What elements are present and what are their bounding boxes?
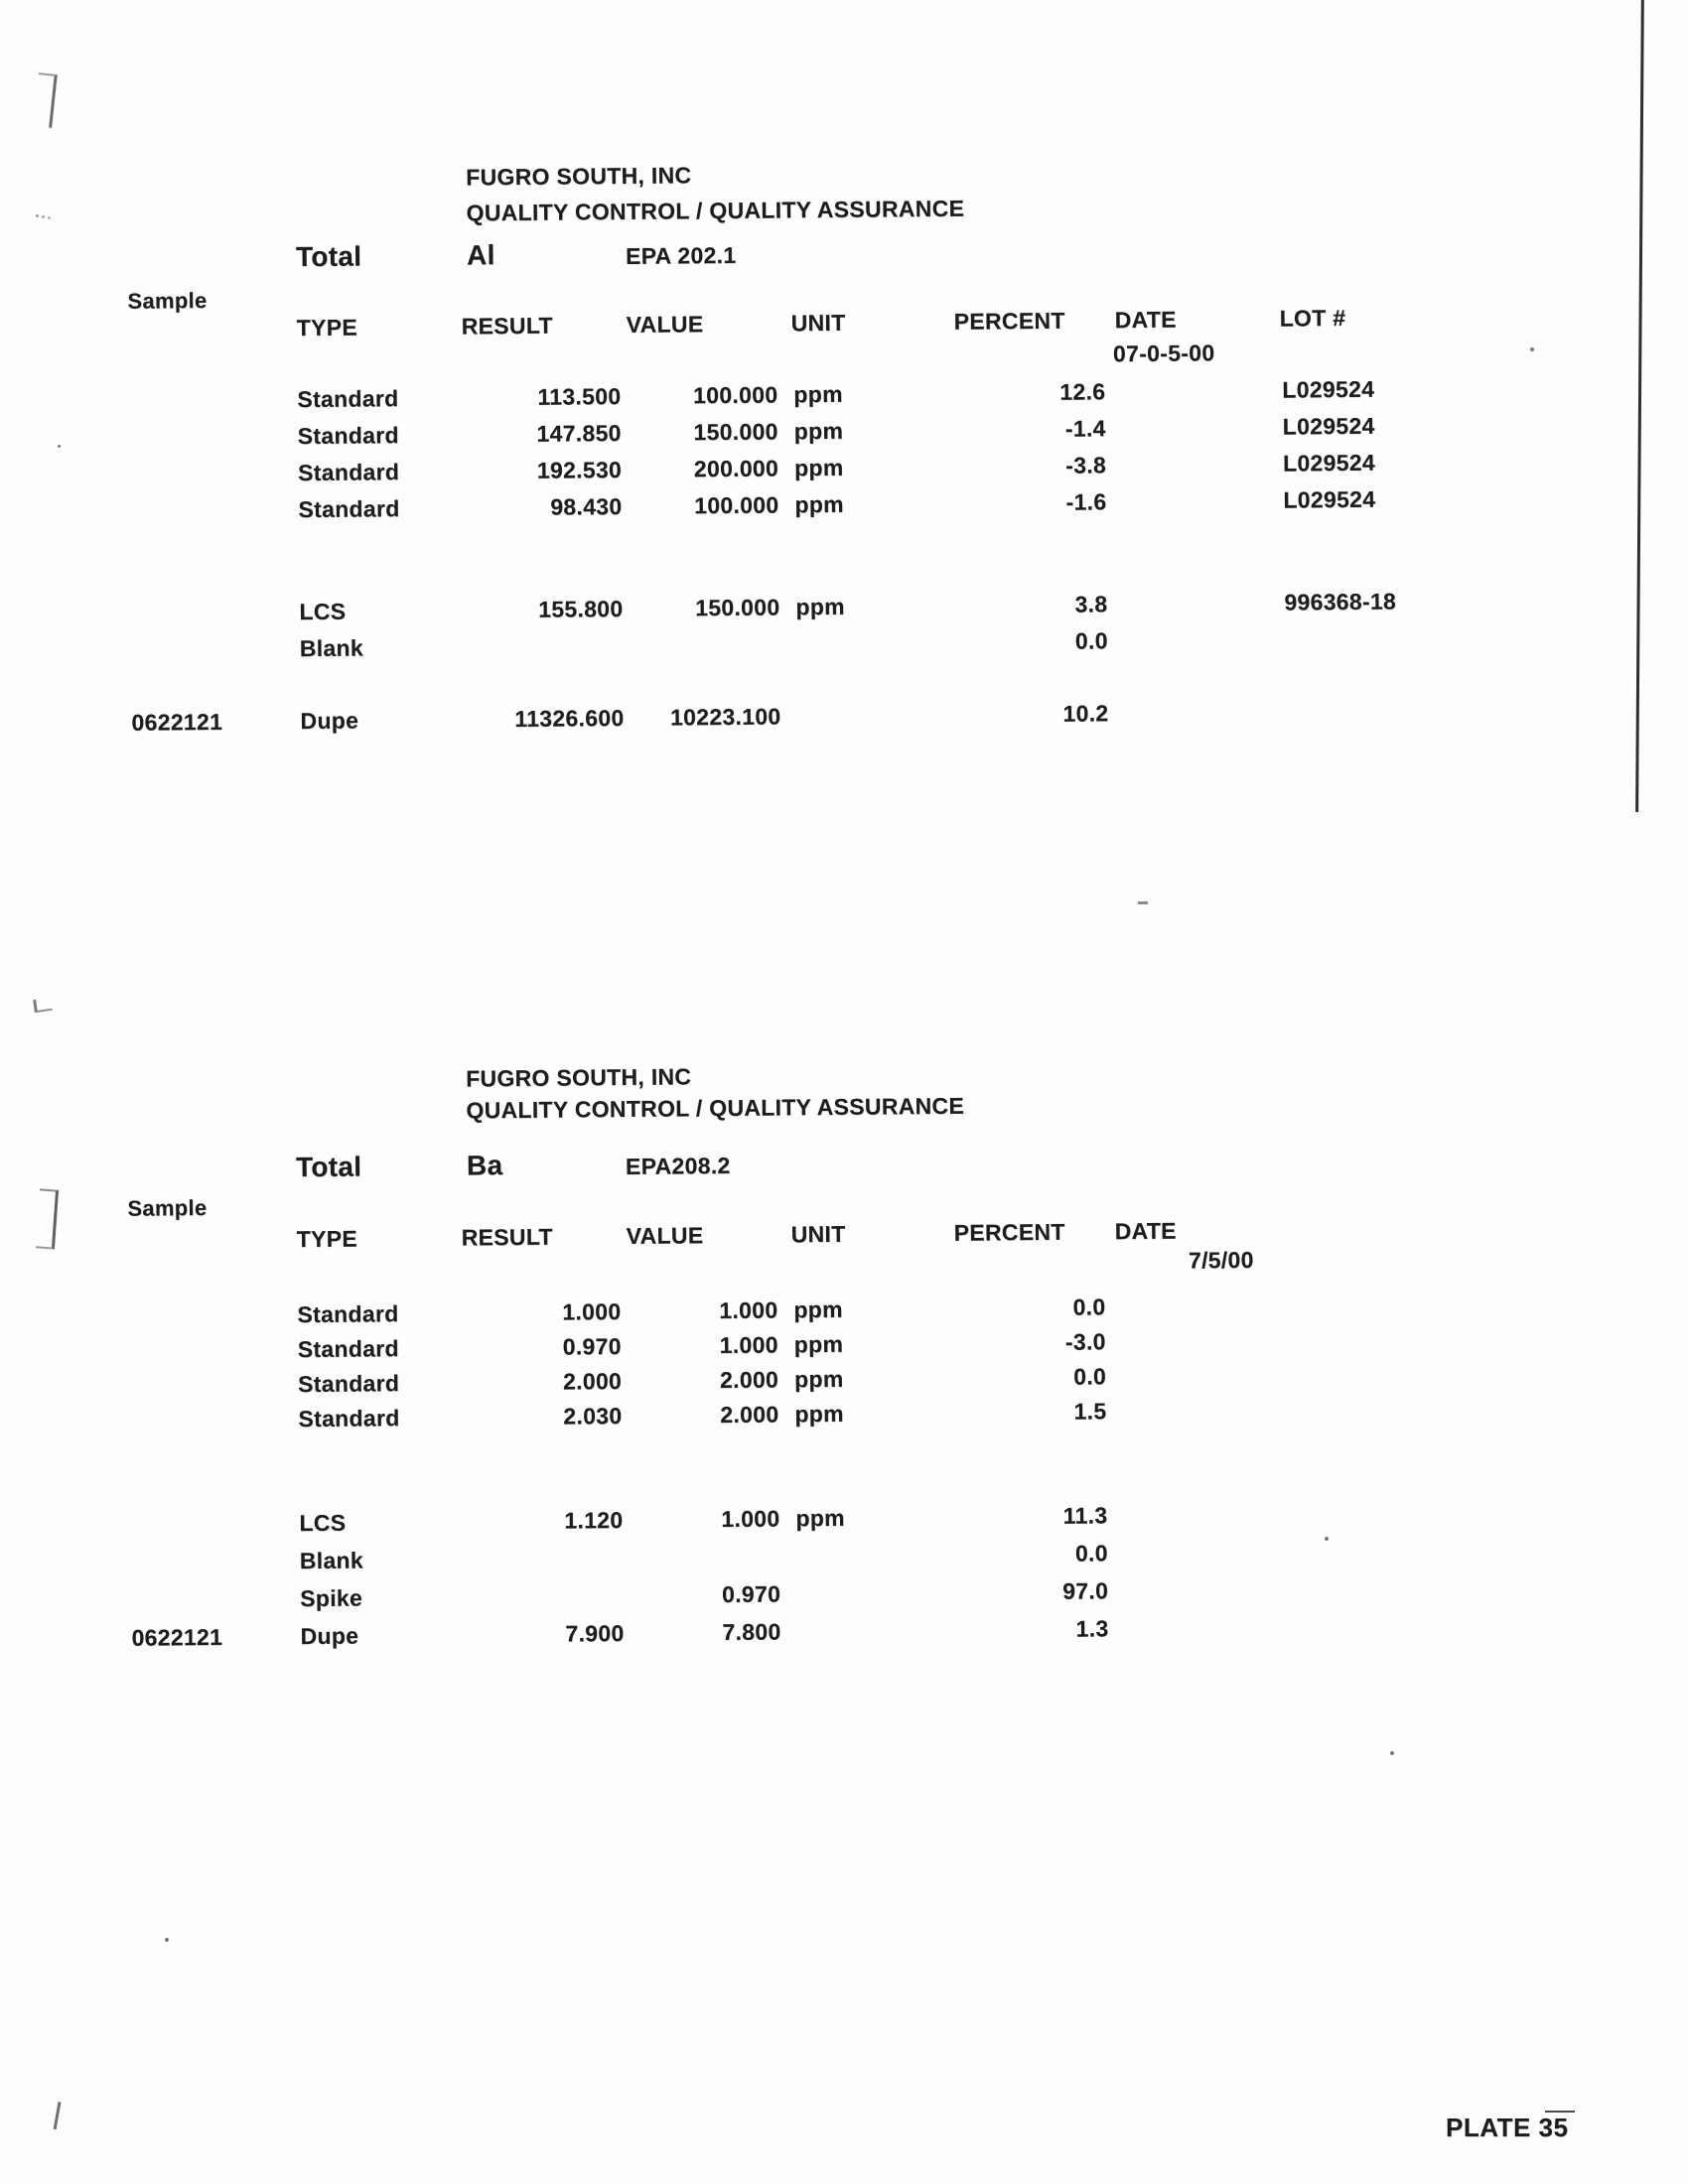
scan-speck — [165, 1938, 169, 1942]
cell-result: 7.900 — [565, 1619, 625, 1647]
cell-lot: L029524 — [1283, 485, 1376, 513]
cell-lot: L029524 — [1282, 412, 1375, 440]
scan-artifact — [33, 72, 58, 128]
cell-unit — [786, 629, 955, 668]
cell-unit: ppm — [793, 1365, 844, 1393]
cell-date — [1113, 1501, 1278, 1541]
scan-speck — [1530, 347, 1534, 351]
column-header-date: DATE — [1114, 306, 1177, 334]
row-group — [2, 696, 1531, 748]
report-subtitle: QUALITY CONTROL / QUALITY ASSURANCE — [466, 195, 965, 226]
cell-date — [1112, 487, 1277, 526]
cell-unit: ppm — [794, 1400, 844, 1428]
table-body — [0, 374, 1532, 748]
cell-percent: 97.0 — [1062, 1577, 1109, 1604]
cell-value: 0.970 — [721, 1580, 781, 1608]
cell-result: 98.430 — [550, 492, 623, 520]
cell-value — [628, 630, 786, 669]
report-date: 07-0-5-00 — [1112, 340, 1215, 367]
cell-unit: ppm — [793, 454, 844, 481]
cell-result: 1.000 — [562, 1297, 622, 1325]
header-spacer — [128, 1226, 297, 1255]
cell-result — [459, 1545, 628, 1584]
cell-value: 7.800 — [722, 1618, 781, 1646]
column-header-percent: PERCENT — [953, 307, 1065, 335]
cell-percent: 12.6 — [1059, 378, 1106, 405]
cell-sample — [129, 423, 298, 462]
column-header-value: VALUE — [626, 311, 704, 338]
row-group — [0, 374, 1530, 536]
column-header-date: DATE — [1114, 1217, 1177, 1245]
cell-value: 100.000 — [694, 491, 779, 519]
cell-result: 147.850 — [536, 419, 622, 447]
cell-lot — [1277, 1360, 1470, 1397]
row-group — [1, 587, 1531, 675]
cell-result: 2.030 — [563, 1402, 623, 1430]
total-label: Total — [295, 240, 362, 273]
cell-date — [1114, 699, 1279, 738]
cell-result: 192.530 — [536, 456, 623, 483]
row-group — [0, 1290, 1530, 1443]
cell-unit: ppm — [793, 1330, 844, 1358]
cell-unit — [786, 1617, 955, 1657]
cell-value: 200.000 — [693, 455, 779, 482]
company-name: FUGRO SOUTH, INC — [466, 1063, 692, 1092]
cell-percent: -1.6 — [1065, 488, 1107, 515]
cell-sample — [129, 496, 298, 535]
cell-unit: ppm — [795, 593, 845, 620]
row-group — [1, 1498, 1531, 1664]
column-header-percent: PERCENT — [953, 1218, 1065, 1246]
cell-lot: L029524 — [1282, 375, 1375, 403]
cell-unit: ppm — [793, 1296, 843, 1323]
cell-date — [1112, 1362, 1277, 1399]
cell-date — [1114, 1539, 1279, 1578]
cell-value: 1.000 — [719, 1331, 778, 1359]
cell-value — [628, 1543, 786, 1582]
cell-unit — [786, 1542, 955, 1581]
cell-type: Blank — [299, 1547, 364, 1574]
sample-column-label: Sample — [127, 287, 208, 314]
company-name: FUGRO SOUTH, INC — [466, 162, 692, 191]
cell-type: Dupe — [300, 1622, 359, 1650]
cell-date — [1112, 414, 1277, 453]
scan-artifact — [33, 998, 53, 1013]
cell-sample — [129, 460, 298, 498]
cell-lot — [1279, 1574, 1472, 1614]
cell-sample — [128, 1301, 297, 1338]
cell-lot: 996368-18 — [1284, 588, 1397, 615]
column-header-type: TYPE — [296, 314, 358, 341]
cell-date — [1111, 377, 1276, 416]
cell-type: Standard — [298, 1405, 400, 1433]
cell-unit — [786, 1579, 955, 1619]
cell-result — [459, 1582, 628, 1622]
method-label: EPA 202.1 — [625, 241, 737, 269]
cell-unit — [786, 702, 955, 741]
cell-lot — [1277, 1325, 1470, 1362]
cell-sample — [129, 1406, 298, 1442]
scan-speck — [1138, 901, 1148, 904]
cell-sample — [129, 1371, 298, 1408]
scan-artifact — [54, 2102, 71, 2131]
report-date: 7/5/00 — [1188, 1246, 1254, 1274]
cell-value: 1.000 — [719, 1297, 778, 1324]
cell-percent: 0.0 — [1072, 1294, 1106, 1320]
cell-value: 100.000 — [692, 381, 778, 409]
cell-percent: 10.2 — [1062, 700, 1109, 727]
cell-percent: -3.8 — [1065, 452, 1107, 478]
cell-type: Standard — [297, 385, 399, 413]
column-header-unit: UNIT — [790, 1220, 846, 1248]
cell-lot — [1279, 624, 1472, 663]
column-header-lot: LOT # — [1279, 304, 1346, 332]
cell-percent: -3.0 — [1064, 1328, 1106, 1355]
cell-lot — [1279, 697, 1472, 736]
cell-result: 2.000 — [562, 1367, 623, 1395]
cell-unit: ppm — [794, 490, 844, 518]
cell-date — [1114, 1614, 1279, 1654]
cell-result: 0.970 — [562, 1332, 622, 1360]
cell-type: Blank — [299, 634, 364, 662]
cell-percent: -1.4 — [1064, 415, 1106, 442]
cell-percent: 1.3 — [1075, 1615, 1109, 1642]
cell-percent: 0.0 — [1073, 1363, 1107, 1390]
report-title-row — [0, 1140, 1527, 1186]
column-header-type: TYPE — [296, 1225, 358, 1253]
cell-percent: 0.0 — [1074, 627, 1108, 654]
table-header-row — [0, 1214, 1528, 1256]
cell-type: Standard — [297, 422, 399, 450]
cell-type: Standard — [298, 495, 400, 523]
cell-type: Spike — [300, 1584, 363, 1612]
cell-sample — [128, 386, 297, 425]
column-header-value: VALUE — [626, 1222, 704, 1249]
cell-percent: 3.8 — [1074, 591, 1108, 617]
cell-date — [1112, 1327, 1277, 1364]
analyte-label: Al — [466, 239, 495, 271]
cell-result: 155.800 — [538, 595, 624, 622]
cell-percent: 0.0 — [1074, 1540, 1108, 1567]
column-header-lot — [1276, 1215, 1469, 1244]
cell-sample — [130, 599, 299, 637]
cell-value: 2.000 — [720, 1401, 779, 1429]
cell-lot — [1277, 1395, 1470, 1432]
cell-sample: 0622121 — [131, 708, 223, 736]
cell-value: 150.000 — [695, 594, 780, 621]
cell-result: 113.500 — [537, 382, 622, 410]
table-header-row — [0, 303, 1528, 344]
column-header-result: RESULT — [461, 1223, 553, 1251]
table-body — [0, 1290, 1532, 1664]
cell-lot — [1279, 1612, 1472, 1652]
qc-report-al — [0, 144, 1532, 774]
cell-result — [459, 632, 628, 671]
scan-edge-line — [1635, 0, 1644, 812]
cell-sample — [131, 635, 300, 674]
column-header-result: RESULT — [461, 312, 553, 340]
cell-type: Standard — [297, 1370, 400, 1398]
cell-type: Standard — [297, 1335, 399, 1363]
cell-unit: ppm — [793, 417, 844, 445]
cell-sample — [130, 1510, 299, 1550]
column-header-unit: UNIT — [790, 309, 846, 337]
cell-percent: 11.3 — [1062, 1502, 1108, 1529]
report-title-row — [0, 229, 1527, 276]
sample-column-label: Sample — [127, 1194, 208, 1221]
cell-result: 1.120 — [564, 1506, 624, 1534]
cell-date — [1112, 451, 1277, 489]
cell-type: Standard — [297, 459, 400, 486]
cell-sample — [129, 1336, 298, 1373]
cell-value: 1.000 — [721, 1505, 780, 1533]
cell-unit: ppm — [793, 380, 843, 408]
cell-date — [1111, 1293, 1276, 1329]
header-spacer — [128, 315, 297, 343]
total-label: Total — [295, 1151, 362, 1183]
cell-sample — [131, 1548, 300, 1587]
cell-type: LCS — [299, 598, 347, 625]
qc-report-ba — [0, 1045, 1532, 1696]
cell-sample: 0622121 — [131, 1623, 223, 1651]
analyte-label: Ba — [466, 1150, 503, 1181]
report-subtitle: QUALITY CONTROL / QUALITY ASSURANCE — [466, 1092, 965, 1124]
cell-value: 10223.100 — [669, 703, 781, 731]
cell-sample — [131, 1585, 300, 1625]
scan-speck — [1390, 1751, 1394, 1755]
cell-lot — [1278, 1499, 1471, 1539]
cell-date — [1113, 590, 1278, 628]
cell-lot — [1279, 1537, 1472, 1576]
table-row — [2, 696, 1531, 748]
cell-type: Standard — [297, 1300, 399, 1328]
cell-value: 150.000 — [693, 418, 778, 446]
cell-percent: 1.5 — [1073, 1398, 1107, 1425]
cell-lot — [1276, 1291, 1469, 1327]
cell-date — [1114, 1576, 1279, 1616]
cell-lot: L029524 — [1282, 449, 1376, 477]
cell-value: 2.000 — [719, 1366, 779, 1394]
cell-type: LCS — [299, 1509, 347, 1537]
cell-unit: ppm — [795, 1504, 845, 1532]
cell-result: 11326.600 — [514, 704, 625, 733]
method-label: EPA208.2 — [625, 1152, 731, 1179]
cell-type: Dupe — [300, 707, 359, 735]
cell-date — [1112, 1397, 1277, 1433]
cell-date — [1114, 626, 1279, 665]
plate-label: PLATE 35 — [1446, 2113, 1569, 2142]
